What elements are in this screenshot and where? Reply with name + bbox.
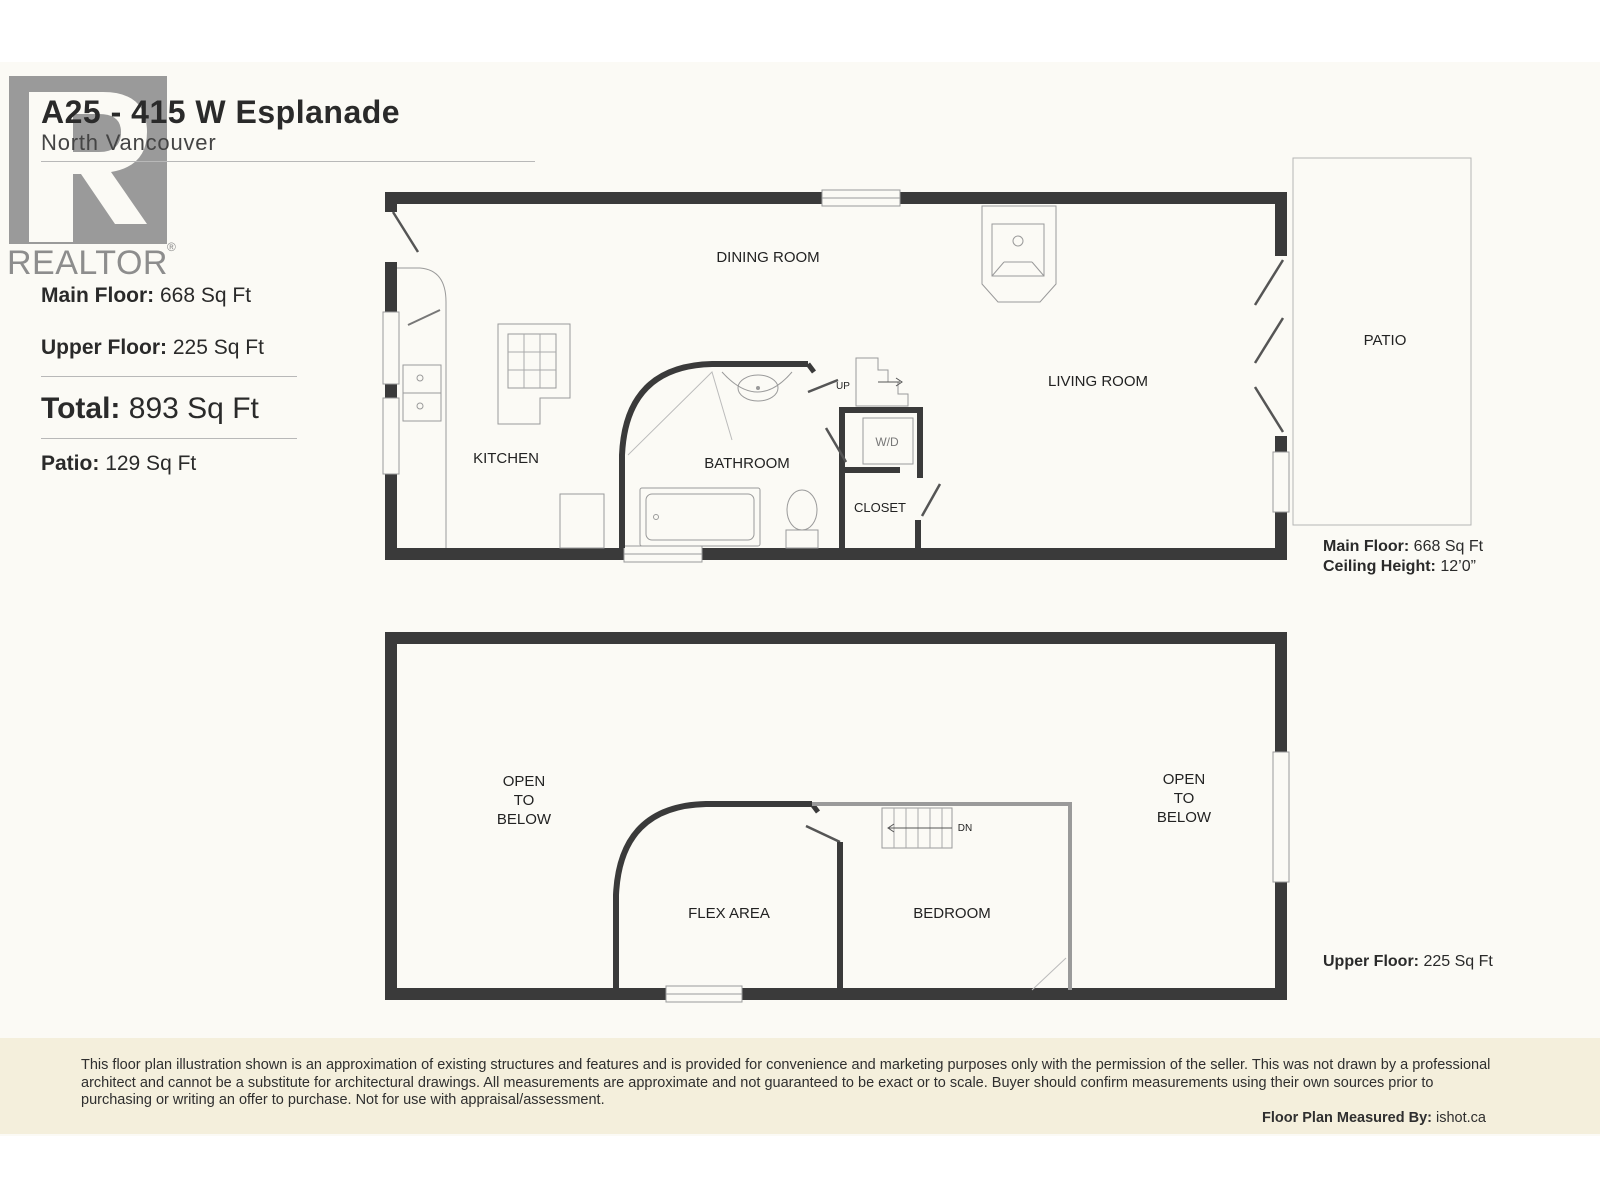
main-floor-plan <box>383 158 1471 562</box>
credit-label: Floor Plan Measured By: <box>1261 1110 1432 1126</box>
window-left-2 <box>383 398 399 474</box>
stat-value: 129 Sq Ft <box>105 452 197 475</box>
appliance-icon <box>560 494 604 548</box>
flex-door[interactable] <box>806 826 840 842</box>
stat-label: Upper Floor: <box>41 336 167 359</box>
note-label: Ceiling Height: <box>1323 558 1436 575</box>
note-value: 12’0” <box>1440 558 1476 575</box>
stair-label-up: UP <box>836 381 850 392</box>
stat-label: Patio: <box>41 452 100 475</box>
upper-floor-plan <box>391 638 1289 1002</box>
upper-window-right <box>1273 752 1289 882</box>
closet-wall <box>842 410 920 552</box>
realtor-wordmark: REALTOR <box>7 244 168 282</box>
registered-mark: ® <box>167 240 176 254</box>
page-title: A25 - 415 W Esplanade <box>41 94 401 130</box>
room-label-open-right-1: OPEN <box>1162 771 1206 788</box>
bathroom-door[interactable] <box>808 380 838 392</box>
patio-door-gap <box>1273 256 1289 436</box>
disclaimer-text: This floor plan illustration shown is an approximation of existing structures and features and is provided for convenience and marketing purposes only with the permission of the seller. This was not drawn by a professional architect and cannot be a substitute for architectural drawings. All measurements are approximate and not guaranteed to be exact or to scale. Buyer should confirm measurements using their own sources prior to purchasing or writing an offer to purchase. Not for use with appraisal/assessment. <box>81 1057 1491 1108</box>
upper-floor-note <box>1323 953 1493 971</box>
stat-label: Total: <box>41 392 121 425</box>
fireplace-icon <box>982 206 1056 302</box>
note-value: 668 Sq Ft <box>1413 538 1484 555</box>
ceiling-height-note <box>1323 558 1476 576</box>
stove-icon <box>508 334 556 388</box>
stat-label: Main Floor: <box>41 284 155 307</box>
note-label: Main Floor: <box>1323 538 1410 555</box>
flex-curved-wall <box>616 804 812 988</box>
room-label-patio: PATIO <box>1363 332 1407 349</box>
room-label-kitchen: KITCHEN <box>473 450 539 467</box>
room-label-open-left-1: OPEN <box>502 773 546 790</box>
note-value: 225 Sq Ft <box>1423 953 1493 970</box>
shower-glass <box>628 372 732 455</box>
room-label-open-right-3: BELOW <box>1156 809 1212 826</box>
toilet-icon <box>786 530 818 548</box>
measured-by-credit <box>1262 1110 1486 1126</box>
room-label-open-left-3: BELOW <box>496 811 552 828</box>
stair-label-dn: DN <box>957 823 973 834</box>
stat-value: 893 Sq Ft <box>128 392 259 425</box>
room-label-flex: FLEX AREA <box>688 905 770 922</box>
window-left-1 <box>383 312 399 384</box>
room-label-open-right-2: TO <box>1173 790 1195 807</box>
room-label-open-left-2: TO <box>513 792 535 809</box>
note-label: Upper Floor: <box>1323 953 1419 970</box>
window-right <box>1273 452 1289 512</box>
room-label-living: LIVING ROOM <box>1047 373 1149 390</box>
room-label-closet: CLOSET <box>853 500 907 515</box>
room-label-dining: DINING ROOM <box>716 249 820 266</box>
credit-value: ishot.ca <box>1436 1110 1486 1126</box>
room-label-bedroom: BEDROOM <box>913 905 991 922</box>
kitchen-island <box>498 324 570 424</box>
room-label-wd: W/D <box>875 435 899 449</box>
main-floor-note <box>1323 538 1483 556</box>
stat-value: 668 Sq Ft <box>160 284 252 307</box>
bedroom-railing <box>812 804 1070 990</box>
stat-value: 225 Sq Ft <box>172 336 264 359</box>
page-subtitle: North Vancouver <box>41 130 217 155</box>
room-label-bathroom: BATHROOM <box>704 455 790 472</box>
closet-door[interactable] <box>922 484 940 516</box>
